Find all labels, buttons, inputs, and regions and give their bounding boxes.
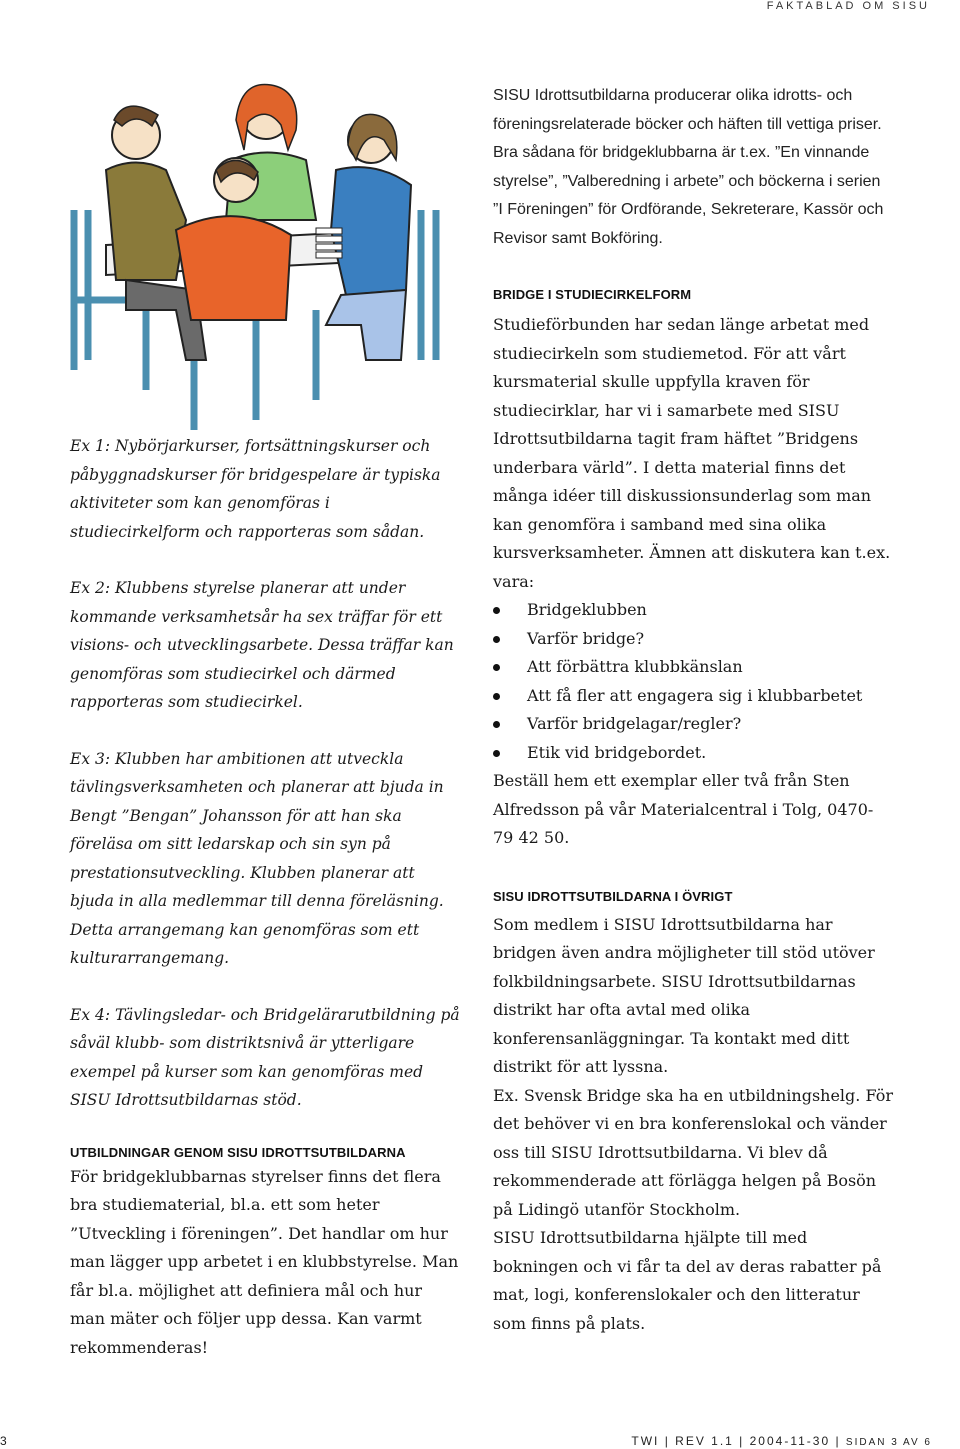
publication-info: TWI | REV 1.1 | 2004-11-30 | (631, 1434, 841, 1448)
ovrigt-text-3: SISU Idrottsutbildarna hjälpte till med bokningen och vi får ta del av deras rabatter på mat, logi, konferenslokaler och den litteratur som finns på plats. (493, 1228, 882, 1333)
list-item: Etik vid bridgebordet. (493, 739, 893, 768)
studiecirkel-heading: BRIDGE I STUDIECIRKELFORM (493, 287, 692, 302)
example-1: Ex 1: Nybörjarkurser, fortsättningskurser och påbyggnadskurser för bridgespelare är typiska aktiviteter som kan genomföras i studiecirkelform och rapporteras som sådan. (70, 437, 441, 541)
example-4: Ex 4: Tävlingsledar- och Bridgelärarutbildning på såväl klubb- som distriktsnivå är ytterligare exempel på kurser som kan genomföras med SISU Idrottsutbildarnas stöd. (70, 1005, 460, 1109)
order-text: Beställ hem ett exemplar eller två från Sten Alfredsson på vår Materialcentral i Tolg, 0470-79 42 50. (493, 771, 874, 847)
ovrigt-text-1: Som medlem i SISU Idrottsutbildarna har bridgen även andra möjligheter till stöd utöver folkbildningsarbete. SISU Idrottsutbildarnas distrikt har ofta avtal med olika konferensanläggningar. Ta kontakt med ditt distrikt för att lyssna. (493, 914, 875, 1076)
list-item: Varför bridgelagar/regler? (493, 710, 893, 739)
page-footer (631, 1434, 932, 1448)
bullet-icon (493, 721, 500, 728)
ovrigt-heading: SISU IDROTTSUTBILDARNA I ÖVRIGT (493, 888, 733, 904)
list-item: Att få fler att engagera sig i klubbarbetet (493, 682, 893, 711)
right-column (493, 82, 893, 1338)
bullet-icon (493, 607, 500, 614)
page-header: FAKTABLAD OM SISU (766, 0, 930, 12)
studiecirkel-text: Studieförbunden har sedan länge arbetat med studiecirkeln som studiemetod. För att vårt kursmaterial skulle uppfylla kraven för studiecirklar, har vi i samarbete med SISU Idrottsutbildarna tagit fram häftet ”Bridgens underbara värld”. I detta material finns det många idéer till diskussionsunderlag som man kan genomföra i samband med sina olika kursverksamheter. Ämnen att diskutera kan t.ex. vara: (493, 315, 891, 591)
example-2: Ex 2: Klubbens styrelse planerar att under kommande verksamhetsår ha sex träffar för ett visions- och utvecklingsarbete. Dessa träffar kan genomföras som studiecirkel och därmed rapporteras som studiecirkel. (70, 579, 454, 711)
utbildningar-heading: UTBILDNINGAR GENOM SISU IDROTTSUTBILDARNA (70, 1144, 406, 1160)
bridge-players-illustration (66, 60, 456, 430)
topic-list (493, 596, 893, 767)
example-3: Ex 3: Klubben har ambitionen att utveckla tävlingsverksamheten och planerar att bjuda in Bengt ”Bengan” Johansson för att han ska föreläsa om sitt ledarskap och sin syn på prestationsutveckling. Klubben planerar att bjuda in alla medlemmar till denna föreläsning. Detta arrangemang kan genomföras som ett kulturarrangemang. (70, 749, 444, 967)
bullet-icon (493, 693, 500, 700)
utbildningar-text: För bridgeklubbarnas styrelser finns det flera bra studiematerial, bl.a. ett som heter ”Utveckling i föreningen”. Det handlar om hur man lägger upp arbetet i en klubbstyrelse. Man får bl.a. möjlighet att definiera mål och hur man mäter och följer upp dessa. Kan varmt rekommenderas! (70, 1166, 459, 1357)
list-item: Bridgeklubben (493, 596, 893, 625)
bullet-icon (493, 750, 500, 757)
ovrigt-text-2: Ex. Svensk Bridge ska ha en utbildningshelg. För det behöver vi en bra konferenslokal och vänder oss till SISU Idrottsutbildarna. Vi blev då rekommenderade att förlägga helgen på Bosön på Lidingö utanför Stockholm. (493, 1085, 893, 1219)
page-number: 3 (0, 1434, 7, 1448)
left-column (70, 432, 460, 1362)
bullet-icon (493, 664, 500, 671)
intro-text: SISU Idrottsutbildarna producerar olika idrotts- och föreningsrelaterade böcker och häften till vettiga priser. Bra sådana för bridgeklubbarna är t.ex. ”En vinnande styrelse”, ”Valberedning i arbete” och böckerna i serien ”I Föreningen” för Ordförande, Sekreterare, Kassör och Revisor samt Bokföring. (493, 87, 884, 247)
page-label: SIDAN 3 AV 6 (845, 1437, 932, 1448)
list-item: Att förbättra klubbkänslan (493, 653, 893, 682)
bullet-icon (493, 636, 500, 643)
list-item: Varför bridge? (493, 625, 893, 654)
